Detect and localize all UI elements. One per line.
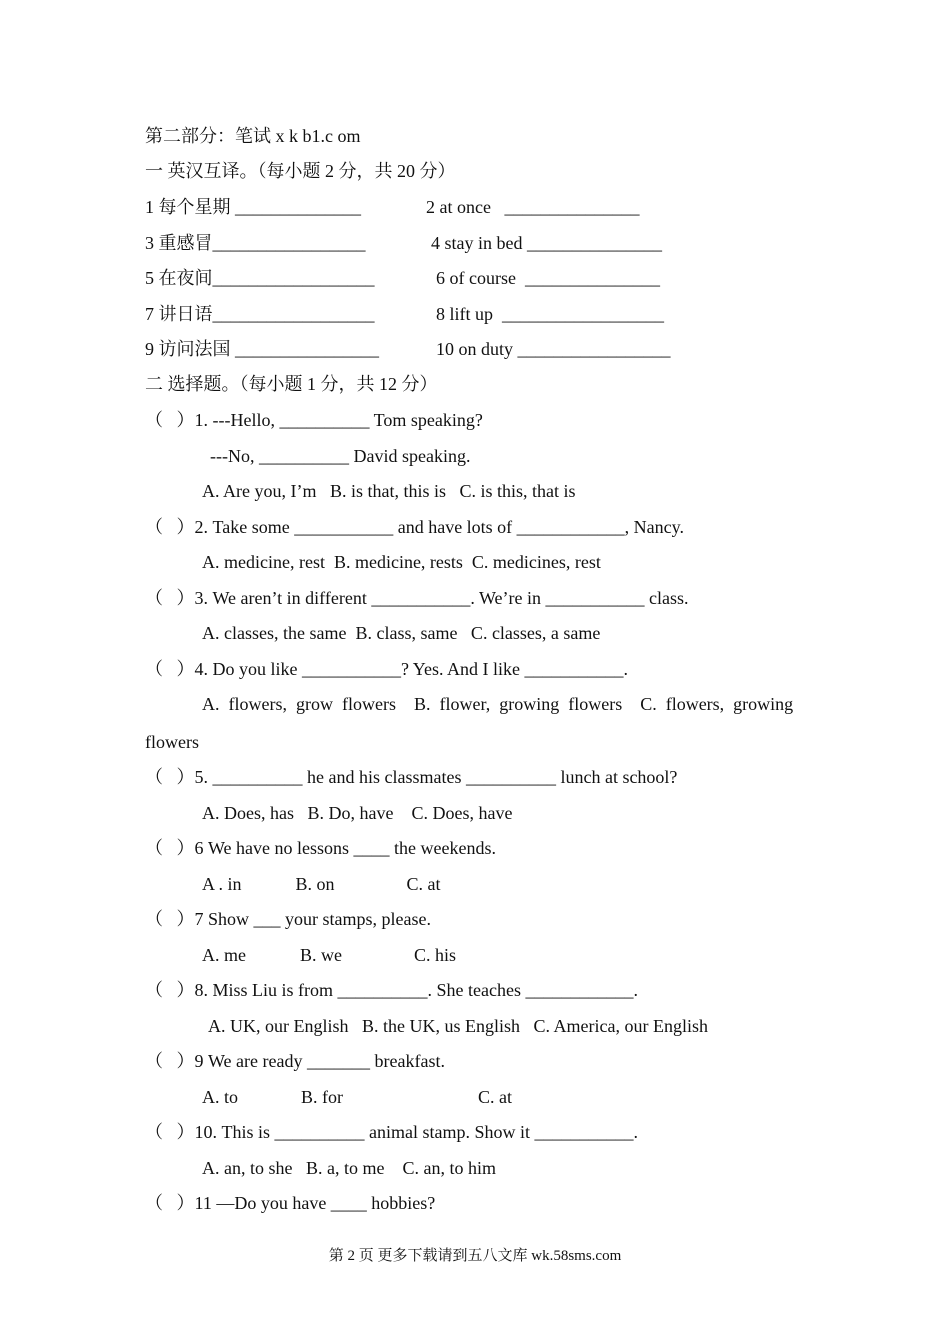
question-line: （ ）9 We are ready _______ breakfast. [145,1051,445,1071]
answer-options: A. to B. for C. at [202,1087,512,1107]
question-line: （ ）7 Show ___ your stamps, please. [145,909,431,929]
page-footer: 第 2 页 更多下载请到五八文库 wk.58sms.com [328,1248,622,1264]
answer-options: A. Does, has B. Do, have C. Does, have [202,803,513,823]
translation-item: 5 在夜间__________________ [145,268,375,288]
answer-options: A. Are you, I’m B. is that, this is C. is this, that is [202,481,576,501]
answer-options: A. classes, the same B. class, same C. classes, a same [202,623,601,643]
translation-item: 6 of course _______________ [436,268,660,288]
answer-options-continued: flowers [145,732,199,752]
question-line: （ ）1. ---Hello, __________ Tom speaking? [145,410,483,430]
part-heading: 第二部分：笔试 x k b1.c om [145,126,361,146]
question-line: （ ）5. __________ he and his classmates __________ lunch at school? [145,767,678,787]
translation-item: 7 讲日语__________________ [145,304,375,324]
translation-item: 4 stay in bed _______________ [431,233,662,253]
answer-options: A. flowers, grow flowers B. flower, growing flowers C. flowers, growing [202,694,794,714]
section1-heading: 一 英汉互译。（每小题 2 分，共 20 分） [145,161,456,181]
question-line: （ ）2. Take some ___________ and have lots of ____________, Nancy. [145,517,684,537]
translation-item: 10 on duty _________________ [436,339,671,359]
translation-item: 1 每个星期 ______________ [145,197,361,217]
answer-options: A. me B. we C. his [202,945,456,965]
question-line: （ ）11 —Do you have ____ hobbies? [145,1193,436,1213]
section2-heading: 二 选择题。（每小题 1 分，共 12 分） [145,374,438,394]
translation-item: 2 at once _______________ [426,197,640,217]
answer-options: A. medicine, rest B. medicine, rests C. medicines, rest [202,552,601,572]
answer-options: A . in B. on C. at [202,874,441,894]
question-line: （ ）6 We have no lessons ____ the weekends. [145,838,496,858]
question-line: （ ）3. We aren’t in different ___________. We’re in ___________ class. [145,588,689,608]
answer-options: A. an, to she B. a, to me C. an, to him [202,1158,496,1178]
question-line: ---No, __________ David speaking. [210,446,471,466]
translation-item: 8 lift up __________________ [436,304,664,324]
question-line: （ ）8. Miss Liu is from __________. She teaches ____________. [145,980,638,1000]
answer-options: A. UK, our English B. the UK, us English C. America, our English [208,1016,708,1036]
translation-item: 3 重感冒_________________ [145,233,366,253]
translation-item: 9 访问法国 ________________ [145,339,379,359]
question-line: （ ）10. This is __________ animal stamp. Show it ___________. [145,1122,638,1142]
question-line: （ ）4. Do you like ___________? Yes. And I like ___________. [145,659,628,679]
